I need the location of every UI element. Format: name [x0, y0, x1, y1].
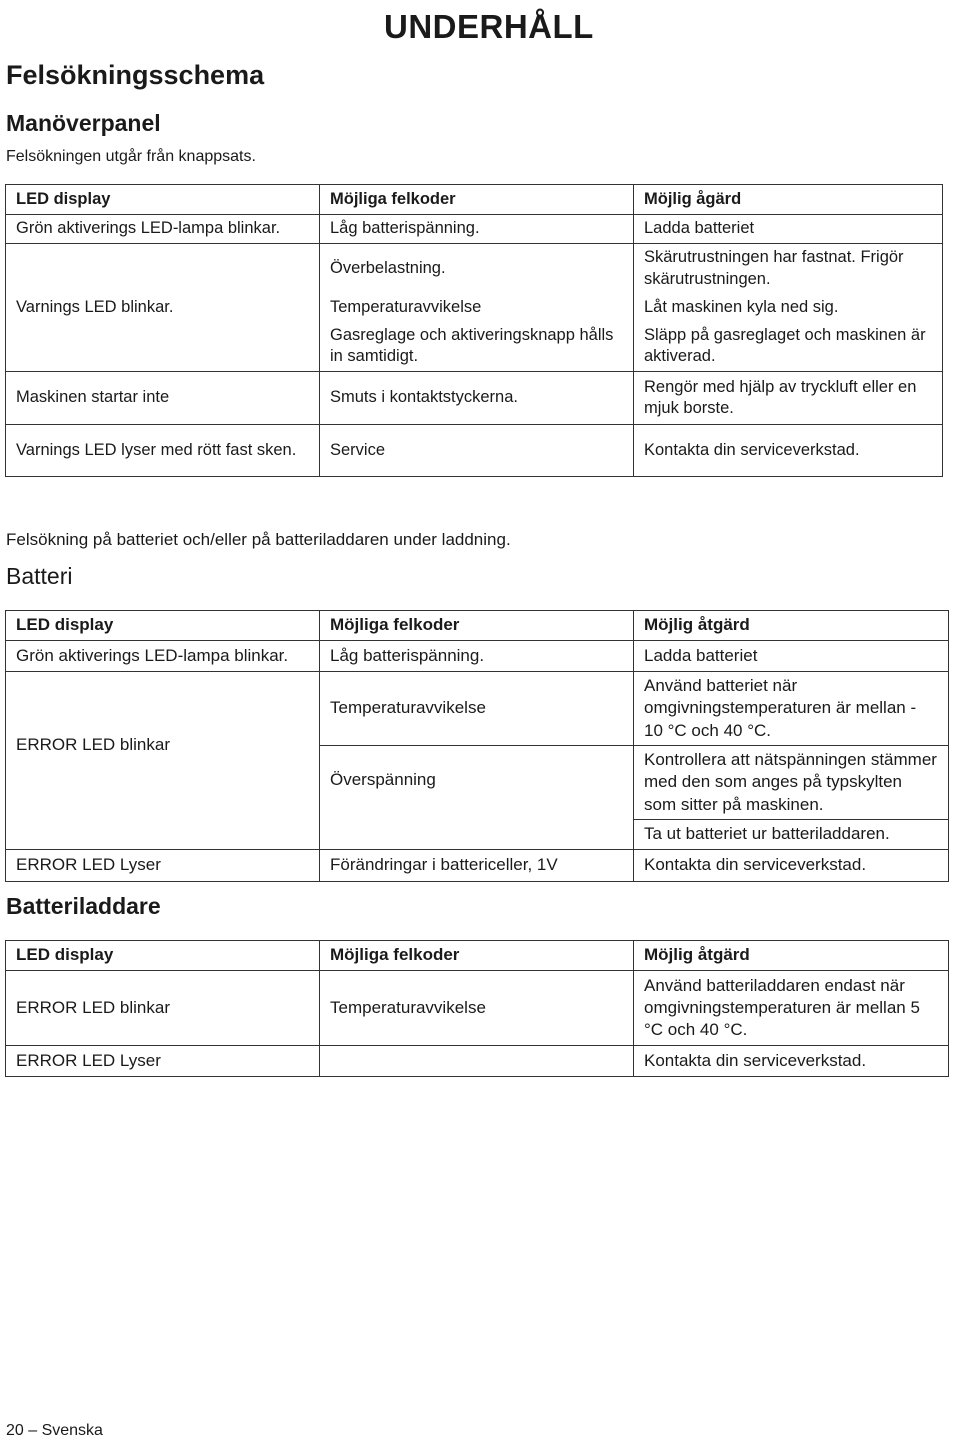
- col-header: Möjlig åtgärd: [634, 941, 949, 971]
- table-row: [6, 322, 943, 372]
- table-cell: Överbelastning.: [320, 244, 634, 294]
- col-header: Möjliga felkoder: [320, 941, 634, 971]
- col-header: Möjlig ågärd: [634, 185, 943, 215]
- table-cell: ERROR LED blinkar: [6, 672, 320, 850]
- table-cell: Låg batterispänning.: [320, 641, 634, 672]
- table-cell: Maskinen startar inte: [6, 372, 320, 425]
- table-cell: Temperaturavvikelse: [320, 294, 634, 322]
- table-cell: Låg batterispänning.: [320, 215, 634, 244]
- table-cell: Temperaturavvikelse: [320, 672, 634, 746]
- battery-table: [5, 610, 949, 882]
- table-row: [6, 672, 949, 746]
- table-cell: Ladda batteriet: [634, 215, 943, 244]
- charger-title: Batteriladdare: [6, 893, 161, 919]
- col-header: Möjliga felkoder: [320, 611, 634, 641]
- subsection-title: Manöverpanel: [6, 110, 161, 136]
- table-cell: Kontakta din serviceverkstad.: [634, 425, 943, 477]
- table-cell: Kontakta din serviceverkstad.: [634, 1046, 949, 1077]
- page-header: UNDERHÅLL: [384, 8, 594, 45]
- charger-table: [5, 940, 949, 1077]
- page-footer: 20 – Svenska: [6, 1422, 103, 1439]
- table-cell: Varnings LED blinkar.: [6, 294, 320, 322]
- table-row: [6, 215, 943, 244]
- table-cell: [6, 322, 320, 372]
- table-cell: Låt maskinen kyla ned sig.: [634, 294, 943, 322]
- table-row: [6, 244, 943, 294]
- table-cell: Smuts i kontaktstyckerna.: [320, 372, 634, 425]
- col-header: Möjliga felkoder: [320, 185, 634, 215]
- table-cell: Gasreglage och aktiveringsknapp hålls in samtidigt.: [320, 322, 634, 372]
- table-cell: Använd batteriladdaren endast när omgivningstemperaturen är mellan 5 °C och 40 °C.: [634, 971, 949, 1046]
- table-cell: Skärutrustningen har fastnat. Frigör skärutrustningen.: [634, 244, 943, 294]
- table-cell: [6, 244, 320, 294]
- table-row: [6, 850, 949, 882]
- table-cell: Ta ut batteriet ur batteriladdaren.: [634, 820, 949, 850]
- table-cell: Förändringar i battericeller, 1V: [320, 850, 634, 882]
- table-cell: Använd batteriet när omgivningstemperaturen är mellan - 10 °C och 40 °C.: [634, 672, 949, 746]
- table-row: [6, 372, 943, 425]
- table-cell: Rengör med hjälp av tryckluft eller en mjuk borste.: [634, 372, 943, 425]
- table-cell: Varnings LED lyser med rött fast sken.: [6, 425, 320, 477]
- table-cell: Service: [320, 425, 634, 477]
- table-cell: Kontakta din serviceverkstad.: [634, 850, 949, 882]
- table-cell: Temperaturavvikelse: [320, 971, 634, 1046]
- table-row: [6, 641, 949, 672]
- table-cell: ERROR LED blinkar: [6, 971, 320, 1046]
- table-row: [6, 425, 943, 477]
- table-cell: Ladda batteriet: [634, 641, 949, 672]
- col-header: Möjlig åtgärd: [634, 611, 949, 641]
- table-row: [6, 294, 943, 322]
- table-row: [6, 1046, 949, 1077]
- table-cell: Grön aktiverings LED-lampa blinkar.: [6, 641, 320, 672]
- battery-title: Batteri: [6, 563, 73, 589]
- table-cell: ERROR LED Lyser: [6, 850, 320, 882]
- col-header: LED display: [6, 941, 320, 971]
- col-header: LED display: [6, 611, 320, 641]
- section-title: Felsökningsschema: [6, 60, 265, 90]
- table-cell: Grön aktiverings LED-lampa blinkar.: [6, 215, 320, 244]
- table-cell: Släpp på gasreglaget och maskinen är aktiverad.: [634, 322, 943, 372]
- intro-text: Felsökningen utgår från knappsats.: [6, 148, 256, 165]
- col-header: LED display: [6, 185, 320, 215]
- control-panel-table: [5, 184, 943, 477]
- table-cell: Kontrollera att nätspänningen stämmer med den som anges på typskylten som sitter på maskinen.: [634, 746, 949, 820]
- battery-note: Felsökning på batteriet och/eller på batteriladdaren under laddning.: [6, 530, 511, 549]
- table-cell: ERROR LED Lyser: [6, 1046, 320, 1077]
- table-row: [6, 971, 949, 1046]
- table-cell: [320, 1046, 634, 1077]
- table-cell: Överspänning: [320, 746, 634, 850]
